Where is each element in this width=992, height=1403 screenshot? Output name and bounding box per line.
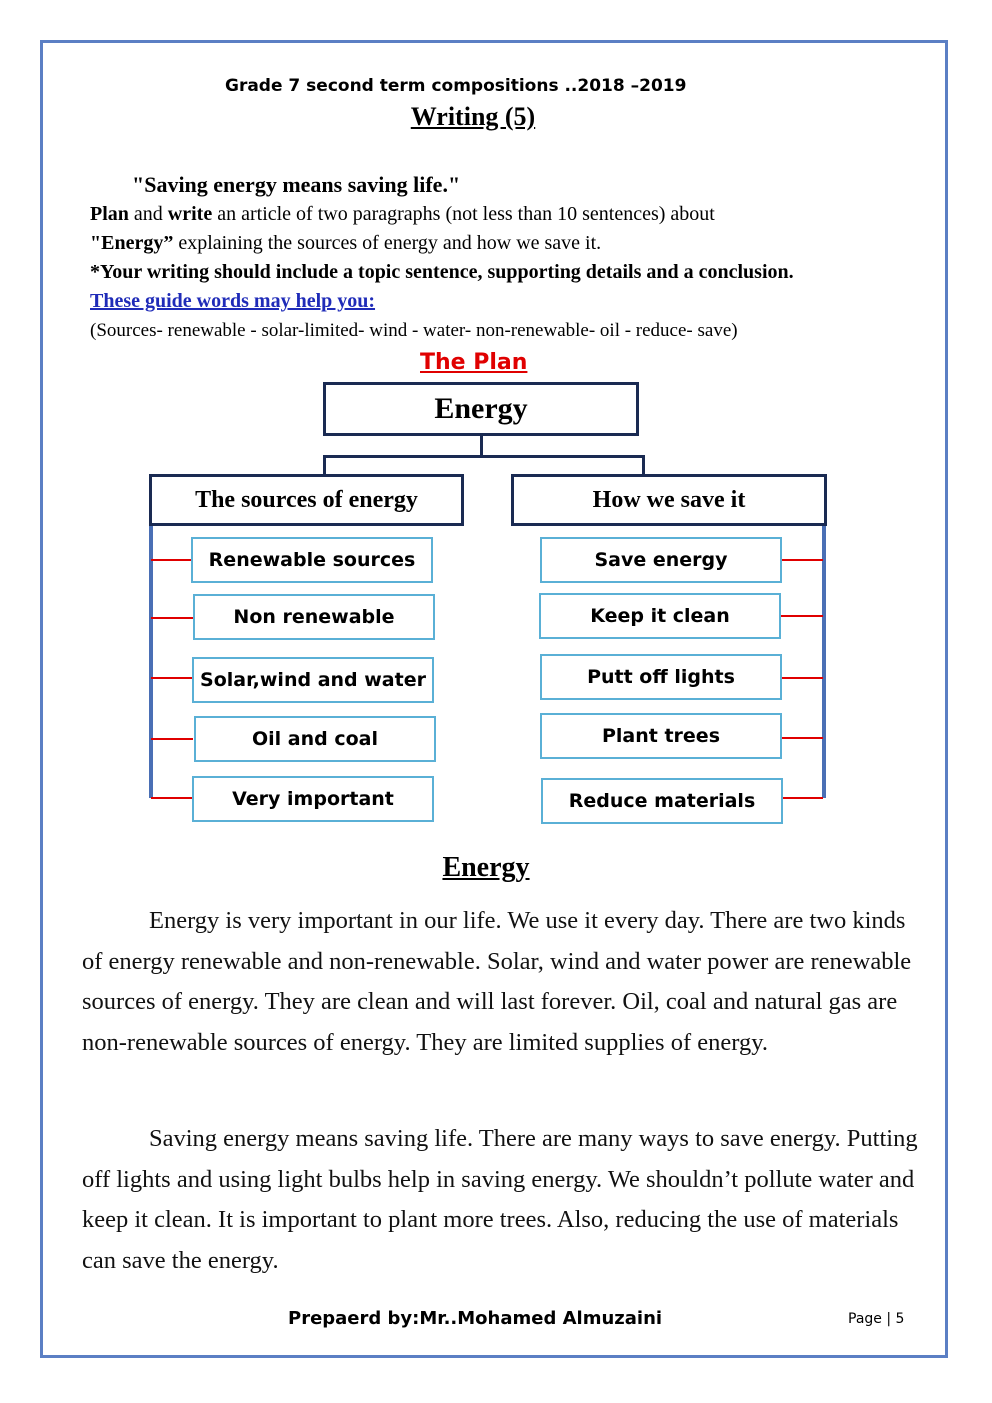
left-tree-bar	[149, 526, 153, 798]
energy-word: "Energy”	[90, 232, 174, 254]
right-tick	[781, 559, 823, 561]
left-item-renewable: Renewable sources	[191, 537, 433, 583]
footer-author: Prepaerd by:Mr..Mohamed Almuzaini	[288, 1308, 663, 1329]
task-instruction-line-1	[90, 203, 715, 226]
right-tick	[781, 737, 823, 739]
right-item-putt-off-lights: Putt off lights	[540, 654, 782, 700]
left-tick	[151, 559, 193, 561]
left-item-oil-coal: Oil and coal	[194, 716, 436, 762]
and-word: and	[128, 203, 168, 225]
left-tick	[151, 797, 193, 799]
guide-words: (Sources- renewable - solar-limited- wind - water- non-renewable- oil - reduce- save)	[90, 320, 738, 341]
footer-page-number: Page | 5	[848, 1311, 905, 1327]
right-branch-connector	[642, 455, 645, 475]
root-connector	[480, 436, 483, 457]
right-tick	[781, 677, 823, 679]
left-tick	[151, 617, 193, 619]
plan-title: The Plan	[420, 350, 528, 375]
task-instruction-line-3: *Your writing should include a topic sentence, supporting details and a conclusion.	[90, 261, 794, 283]
right-item-keep-clean: Keep it clean	[539, 593, 781, 639]
plan-root-box: Energy	[323, 382, 639, 436]
save-heading-box: How we save it	[511, 474, 827, 526]
branch-connector	[323, 455, 645, 458]
sources-heading-box: The sources of energy	[149, 474, 464, 526]
right-item-save-energy: Save energy	[540, 537, 782, 583]
right-tree-bar	[822, 526, 826, 798]
right-item-reduce-materials: Reduce materials	[541, 778, 783, 824]
writing-title: Writing (5)	[410, 102, 536, 131]
essay-paragraph-2: Saving energy means saving life. There are many ways to save energy. Putting off lights and using light bulbs help in saving energy. We shouldn’t pollute water and keep it clean. It is important to plant more trees. Also, reducing the use of materials can save the energy.	[82, 1125, 918, 1274]
header-title: Grade 7 second term compositions ..2018 –2019	[225, 76, 687, 96]
instruction-rest-1: an article of two paragraphs (not less than 10 sentences) about	[212, 203, 715, 225]
write-word: write	[167, 203, 213, 225]
guide-words-link[interactable]: These guide words may help you:	[90, 290, 376, 312]
right-tick	[781, 615, 823, 617]
left-item-non-renewable: Non renewable	[193, 594, 435, 640]
left-tick	[151, 738, 193, 740]
essay-paragraph-1: Energy is very important in our life. We use it every day. There are two kinds of energy renewable and non-renewable. Solar, wind and water power are renewable sources of energy. They are clean and will last forever. Oil, coal and natural gas are non-renewable sources of energy. They are limited supplies of energy.	[82, 907, 912, 1056]
right-item-plant-trees: Plant trees	[540, 713, 782, 759]
right-tick	[781, 797, 823, 799]
essay-title: Energy	[442, 852, 530, 883]
left-tick	[151, 677, 193, 679]
plan-word: Plan	[90, 203, 129, 225]
left-branch-connector	[323, 455, 326, 475]
left-item-solar-wind-water: Solar,wind and water	[192, 657, 434, 703]
task-instruction-line-2	[90, 232, 601, 255]
instruction-rest-2: explaining the sources of energy and how we save it.	[173, 232, 602, 254]
left-item-very-important: Very important	[192, 776, 434, 822]
task-quote: "Saving energy means saving life."	[132, 172, 461, 197]
